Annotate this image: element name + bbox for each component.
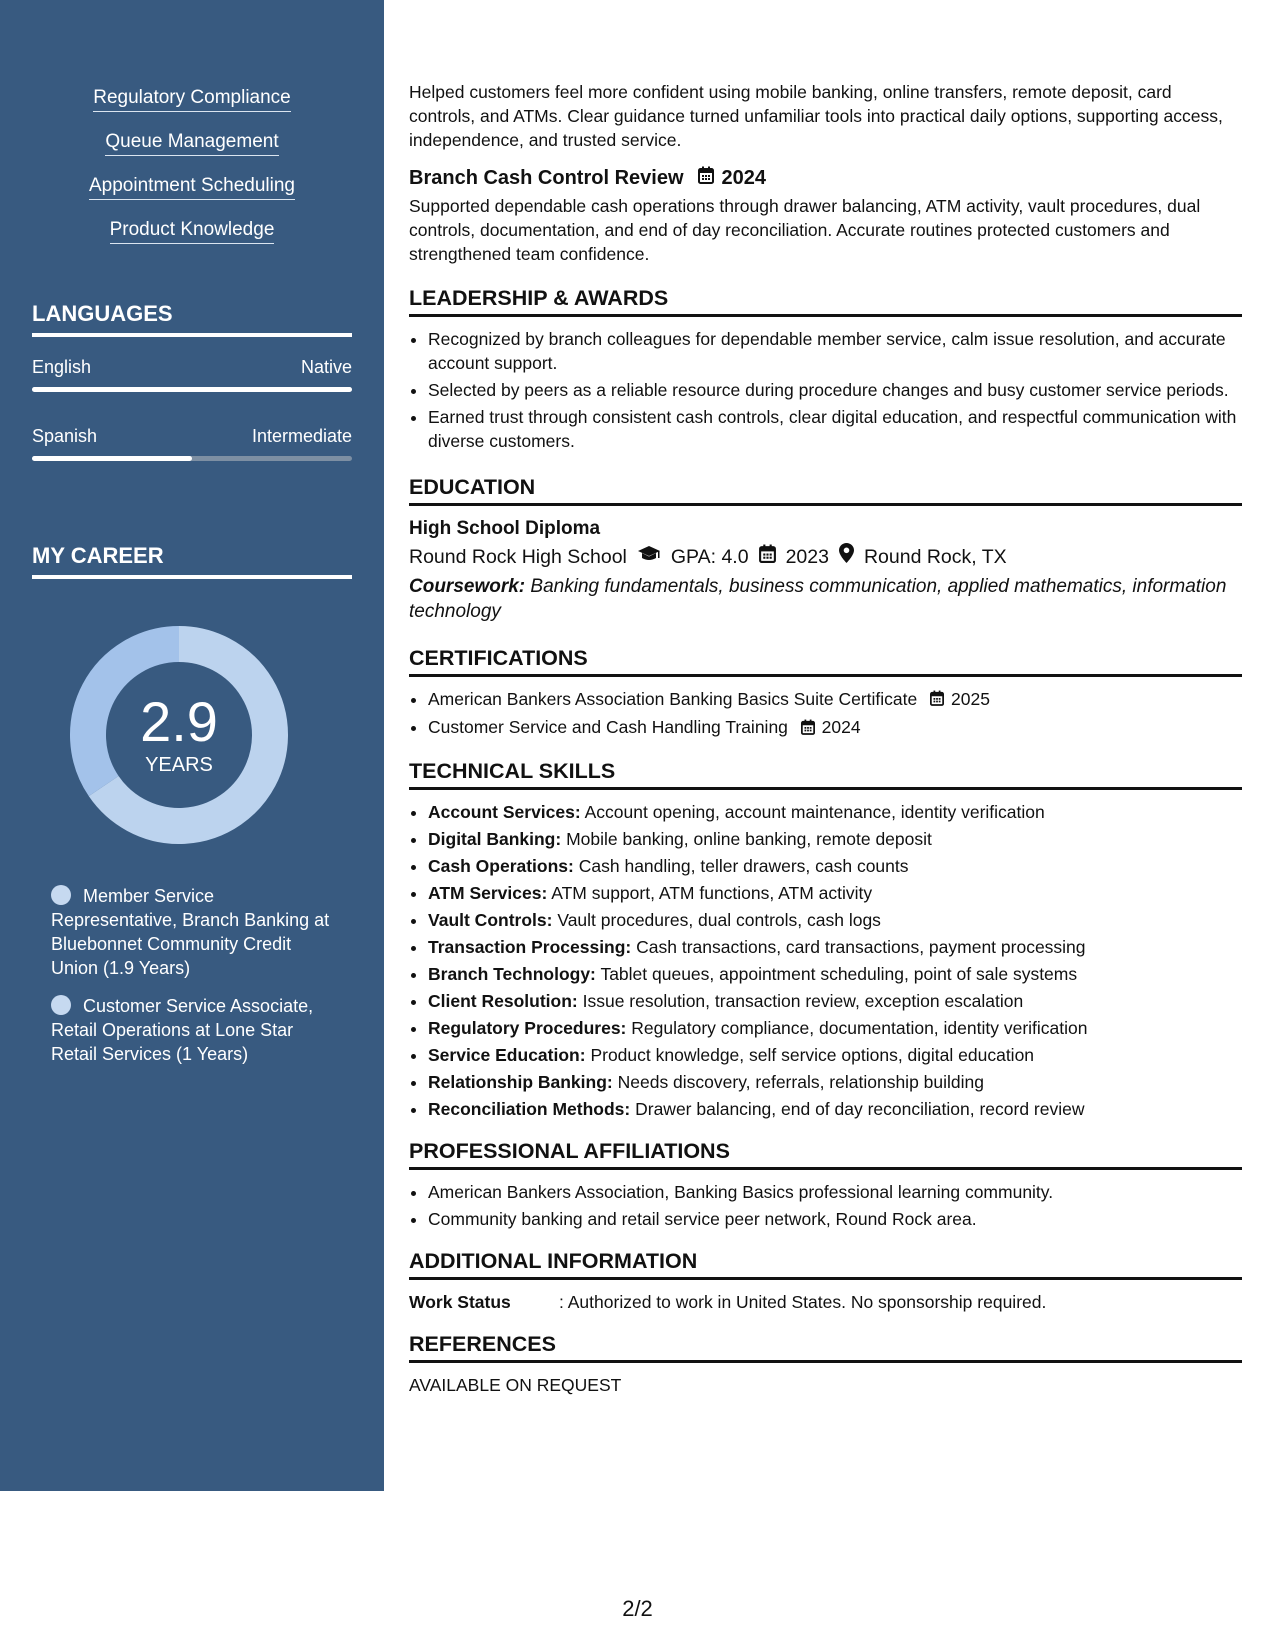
language-item	[32, 426, 352, 461]
career-item	[51, 994, 336, 1066]
project-year: 2024	[721, 167, 767, 189]
calendar-icon	[698, 165, 714, 191]
technical-skill-label: Digital Banking:	[428, 828, 562, 849]
references-text: AVAILABLE ON REQUEST	[409, 1374, 622, 1395]
affiliations-heading: PROFESSIONAL AFFILIATIONS	[409, 1137, 1242, 1170]
additional-info-heading: ADDITIONAL INFORMATION	[409, 1247, 1242, 1280]
skill-link[interactable]: Regulatory Compliance	[93, 86, 291, 112]
main-content	[409, 80, 1242, 1397]
list-item: • Recognized by branch colleagues for dependable member service, calm issue resolution, and accurate account support.	[428, 327, 1242, 375]
technical-skill-label: Branch Technology:	[428, 963, 596, 984]
skill-link[interactable]: Product Knowledge	[110, 218, 275, 244]
certification-year: 2024	[821, 717, 861, 738]
technical-skill-text: Drawer balancing, end of day reconciliation, record review	[635, 1098, 1085, 1119]
calendar-icon	[930, 688, 944, 712]
technical-skill-label: Regulatory Procedures:	[428, 1017, 627, 1038]
technical-skill-item	[428, 881, 1242, 905]
language-level: Native	[300, 357, 352, 377]
technical-skill-label: Relationship Banking:	[428, 1071, 613, 1092]
list-item: • Selected by peers as a reliable resource during procedure changes and busy customer service periods.	[428, 378, 1242, 402]
leadership-heading: LEADERSHIP & AWARDS	[409, 284, 1242, 317]
skill-link[interactable]: Queue Management	[105, 130, 278, 156]
calendar-icon	[801, 717, 815, 741]
technical-skill-item	[428, 854, 1242, 878]
technical-skill-label: Account Services:	[428, 801, 581, 822]
technical-skill-text: Mobile banking, online banking, remote deposit	[566, 828, 932, 849]
technical-skill-text: Tablet queues, appointment scheduling, point of sale systems	[600, 963, 1078, 984]
career-section	[32, 542, 352, 579]
certifications-heading: CERTIFICATIONS	[409, 644, 1242, 677]
technical-skill-text: ATM support, ATM functions, ATM activity	[551, 882, 873, 903]
technical-skill-item	[428, 800, 1242, 824]
certifications-list	[409, 687, 1242, 741]
career-heading: MY CAREER	[32, 542, 352, 579]
leadership-list	[409, 327, 1242, 453]
technical-skill-item	[428, 827, 1242, 851]
page-number: 2/2	[622, 1596, 653, 1621]
education-heading: EDUCATION	[409, 473, 1242, 506]
education-degree: High School Diploma	[409, 518, 601, 539]
bullet-dot-icon	[51, 885, 71, 905]
certification-year: 2025	[951, 689, 990, 709]
language-bar-fill	[32, 387, 352, 392]
technical-skill-item	[428, 908, 1242, 932]
technical-skills-heading: TECHNICAL SKILLS	[409, 757, 1242, 790]
education-coursework	[409, 574, 1242, 624]
bullet-dot-icon	[51, 995, 71, 1015]
technical-skill-text: Issue resolution, transaction review, exception escalation	[582, 990, 1024, 1011]
technical-skill-label: Service Education:	[428, 1044, 586, 1065]
list-item: • Community banking and retail service peer network, Round Rock area.	[428, 1207, 1242, 1231]
technical-skill-text: Regulatory compliance, documentation, identity verification	[631, 1017, 1088, 1038]
work-status-value: : Authorized to work in United States. No sponsorship required.	[559, 1291, 1047, 1312]
technical-skill-label: Reconciliation Methods:	[428, 1098, 631, 1119]
technical-skill-label: Cash Operations:	[428, 855, 574, 876]
list-item	[428, 715, 1242, 740]
work-status-row	[409, 1290, 1242, 1314]
career-total: 2.9	[140, 690, 218, 753]
language-item	[32, 357, 352, 392]
education-year: 2023	[785, 546, 829, 568]
map-pin-icon	[839, 542, 854, 572]
language-bar	[32, 456, 352, 461]
list-item: • Earned trust through consistent cash controls, clear digital education, and respectful communication with diverse customers.	[428, 405, 1242, 453]
technical-skill-item	[428, 1070, 1242, 1094]
coursework-label: Coursework:	[409, 576, 526, 597]
certification-name: Customer Service and Cash Handling Training	[428, 717, 788, 738]
technical-skill-label: ATM Services:	[428, 882, 548, 903]
coursework-text: Banking fundamentals, business communication, applied mathematics, information technology	[409, 576, 1227, 622]
education-school: Round Rock High School	[409, 546, 627, 568]
technical-skill-item	[428, 962, 1242, 986]
languages-heading: LANGUAGES	[32, 300, 352, 337]
career-unit: YEARS	[145, 754, 213, 776]
certification-name: American Bankers Association Banking Basics Suite Certificate	[428, 689, 918, 709]
technical-skill-item	[428, 935, 1242, 959]
technical-skill-item	[428, 1043, 1242, 1067]
language-name: Spanish	[32, 426, 98, 446]
project-title-row	[409, 165, 1242, 191]
calendar-icon	[759, 542, 776, 572]
technical-skill-label: Client Resolution:	[428, 990, 578, 1011]
education-gpa: GPA: 4.0	[670, 546, 749, 568]
technical-skill-item	[428, 989, 1242, 1013]
technical-skill-label: Vault Controls:	[428, 909, 553, 930]
technical-skill-text: Cash handling, teller drawers, cash counts	[578, 855, 909, 876]
technical-skill-item	[428, 1016, 1242, 1040]
sidebar-skills	[0, 86, 384, 262]
technical-skill-text: Needs discovery, referrals, relationship building	[617, 1071, 984, 1092]
technical-skill-item	[428, 1097, 1242, 1121]
technical-skill-text: Account opening, account maintenance, identity verification	[584, 801, 1045, 822]
language-name: English	[32, 357, 92, 377]
education-location: Round Rock, TX	[863, 546, 1007, 568]
language-bar	[32, 387, 352, 392]
list-item	[428, 687, 1242, 712]
technical-skill-label: Transaction Processing:	[428, 936, 632, 957]
graduation-cap-icon	[637, 542, 661, 572]
references-heading: REFERENCES	[409, 1330, 1242, 1363]
affiliations-list	[409, 1180, 1242, 1231]
project-intro: Helped customers feel more confident using mobile banking, online transfers, remote deposit, card controls, and ATMs. Clear guidance turned unfamiliar tools into practical daily options, supporting access, independence, and trusted service.	[409, 82, 1223, 150]
technical-skill-text: Vault procedures, dual controls, cash logs	[557, 909, 881, 930]
project-description: Supported dependable cash operations through drawer balancing, ATM activity, vault procedures, dual controls, documentation, and end of day reconciliation. Accurate routines protected customers and strengthened team confidence.	[409, 196, 1201, 264]
career-item	[51, 884, 336, 980]
languages-section	[32, 300, 352, 461]
career-item-text: Member Service Representative, Branch Banking at Bluebonnet Community Credit Union (1.9 Years)	[51, 886, 330, 978]
language-bar-fill	[32, 456, 192, 461]
language-level: Intermediate	[251, 426, 352, 446]
sidebar	[0, 0, 384, 1491]
career-donut	[66, 622, 292, 848]
work-status-label: Work Status	[409, 1291, 511, 1312]
project-title: Branch Cash Control Review	[409, 167, 684, 189]
technical-skill-text: Cash transactions, card transactions, payment processing	[636, 936, 1086, 957]
technical-skills-list	[409, 800, 1242, 1121]
career-item-text: Customer Service Associate, Retail Operations at Lone Star Retail Services (1 Years)	[51, 996, 314, 1064]
skill-link[interactable]: Appointment Scheduling	[89, 174, 295, 200]
career-list	[51, 884, 336, 1080]
technical-skill-text: Product knowledge, self service options, digital education	[590, 1044, 1035, 1065]
education-details	[409, 542, 1242, 572]
list-item: • American Bankers Association, Banking Basics professional learning community.	[428, 1180, 1242, 1204]
